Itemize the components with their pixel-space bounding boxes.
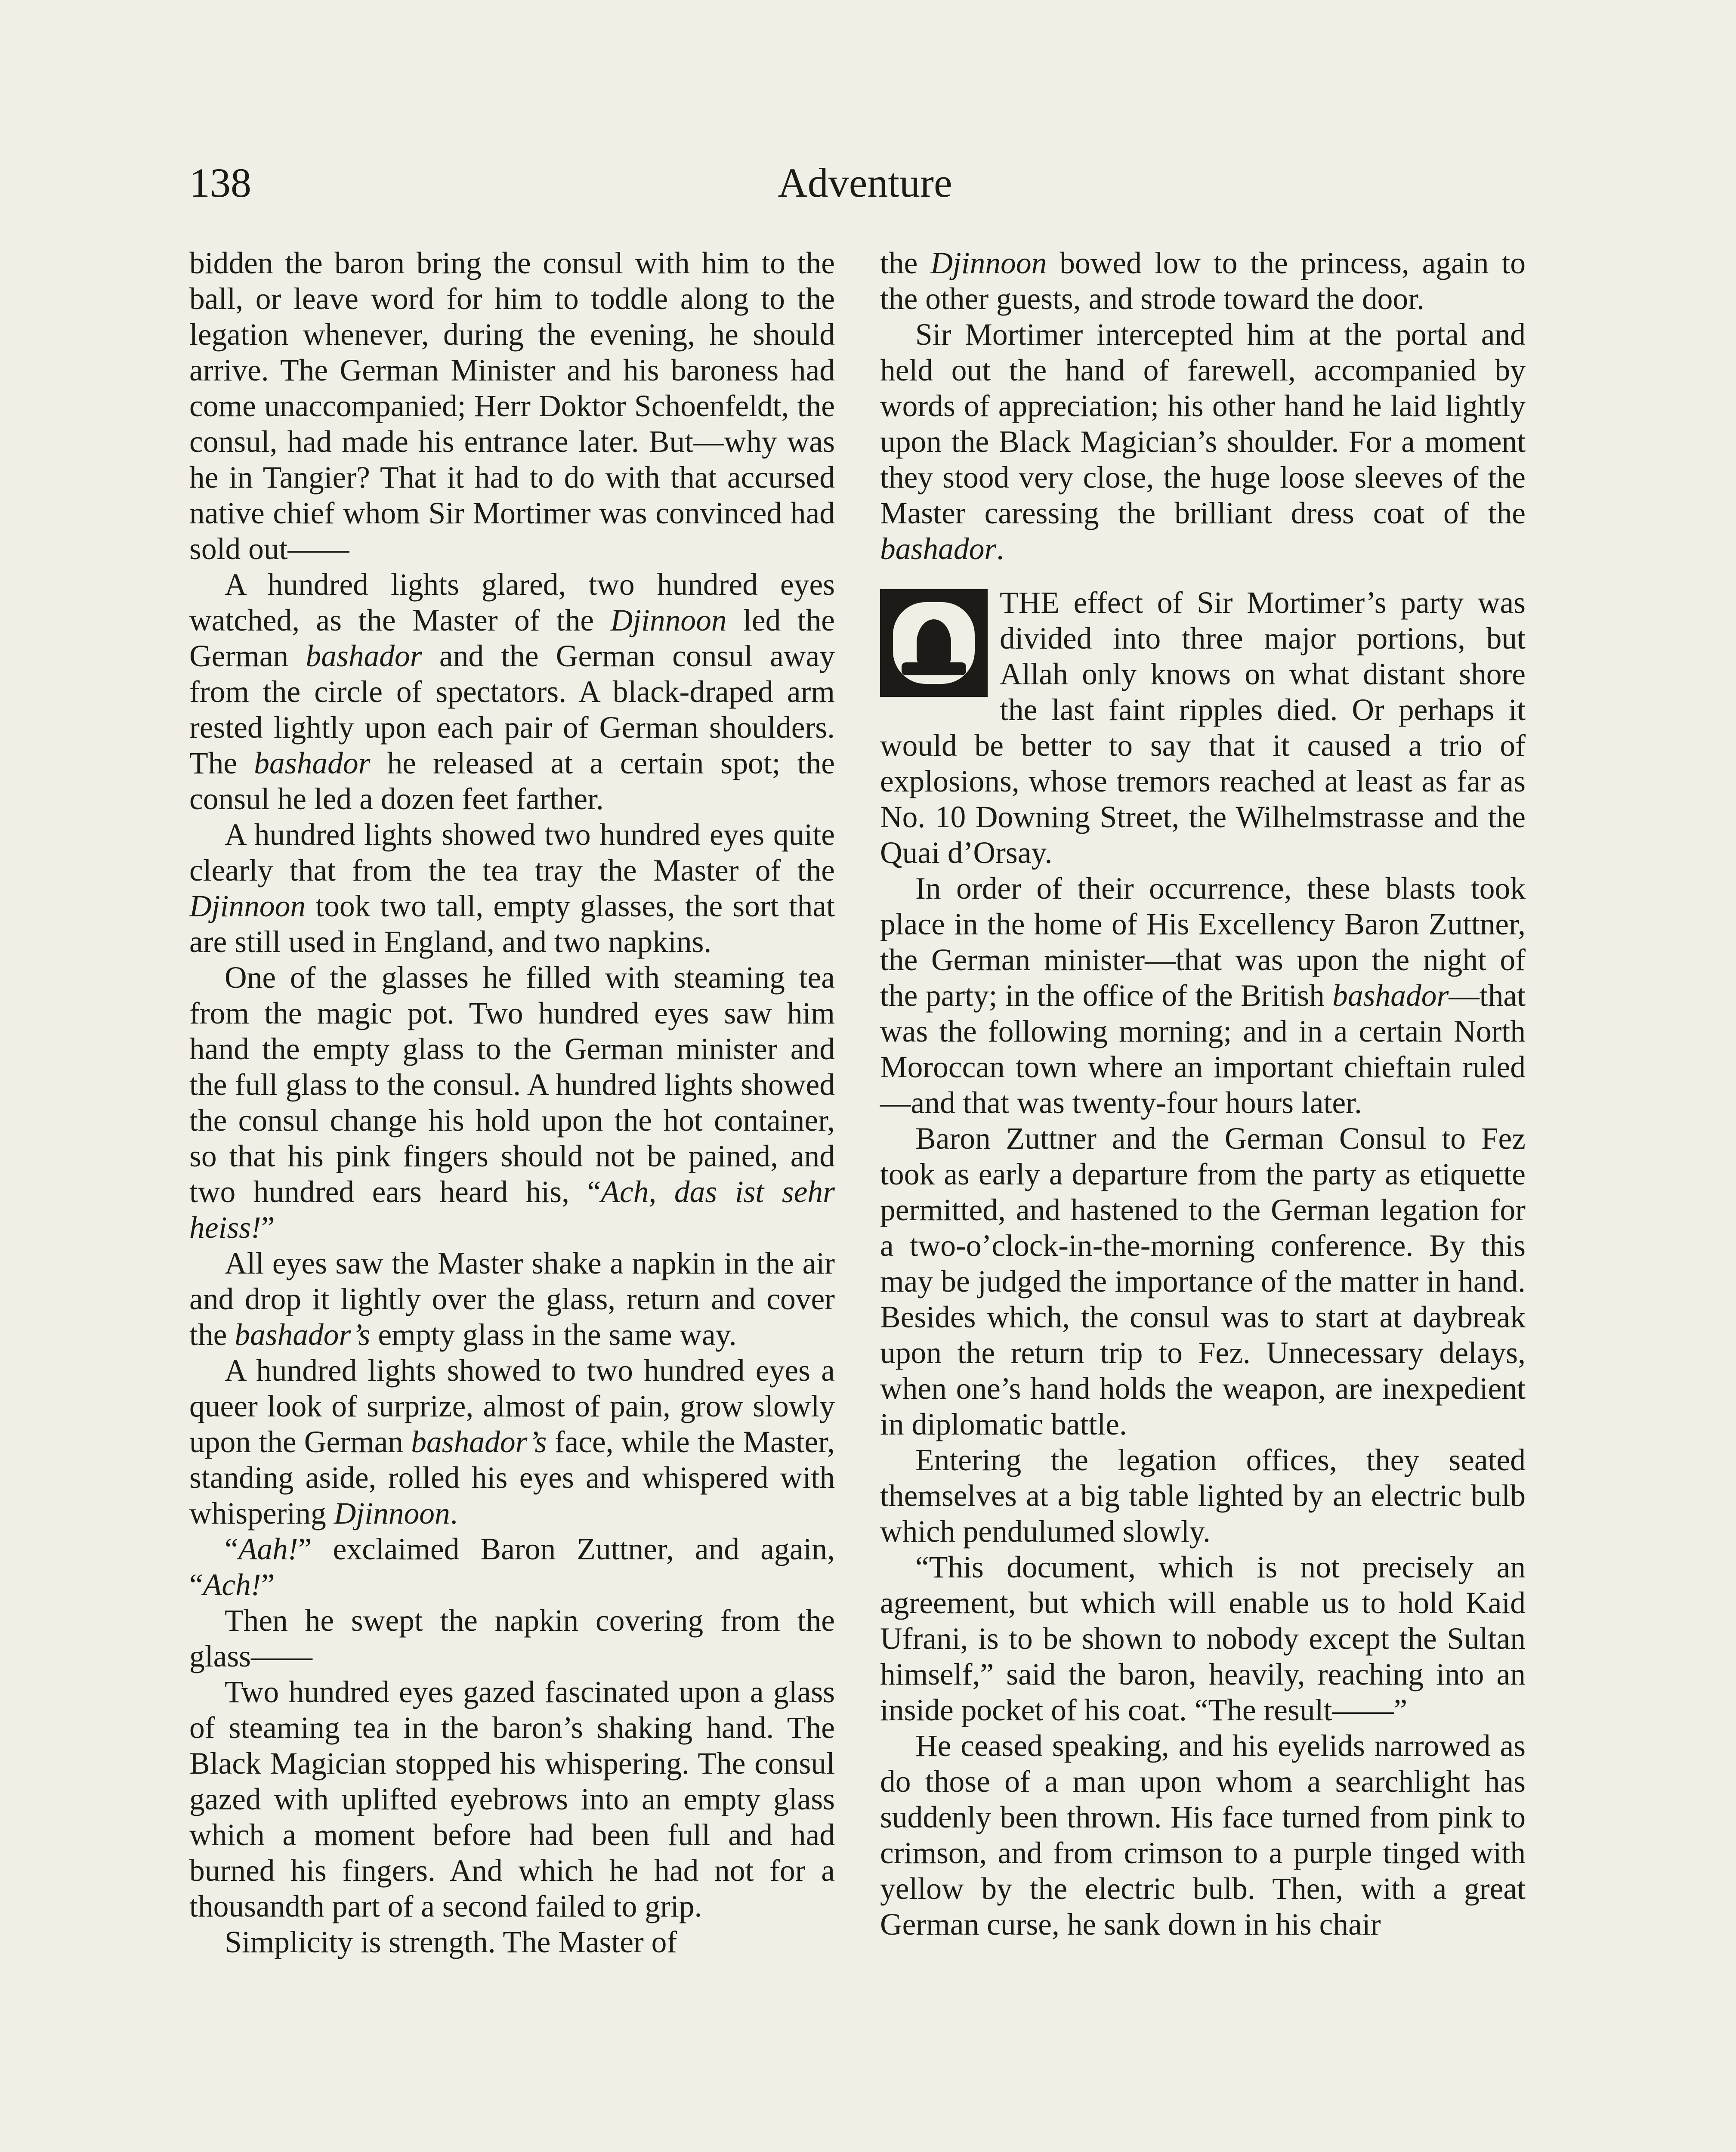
paragraph: A hundred lights showed two hundred eyes quite clearly that from the tea tray the Master of the Djinnoon took two tall, empty glasses, the sort that are still used in England, and two napkins. (189, 818, 835, 959)
paragraph: Simplicity is strength. The Master of (225, 1925, 677, 1959)
paragraph: Two hundred eyes gazed fascinated upon a glass of steaming tea in the baron’s shaking hand. The Black Magician stopped his whispering. The consul gazed with uplifted eyebrows into an empty glass which a moment before had been full and had burned his fingers. And which he had not for a thousandth part of a second failed to grip. (189, 1675, 835, 1923)
paragraph: “This document, which is not precisely an agreement, but which will enable us to hold Kaid Ufrani, is to be shown to nobody except the Sultan himself,” said the baron, heavily, reaching into an inside pocket of his coat. “The result——” (880, 1550, 1526, 1727)
decorative-initial-icon (880, 589, 988, 697)
paragraph: A hundred lights glared, two hundred eyes watched, as the Master of the Djinnoon led the German bashador and the German consul away from the circle of spectators. A black-draped arm rested lightly upon each pair of German shoulders. The bashador he released at a certain spot; the consul he led a dozen feet farther. (189, 568, 835, 816)
paragraph: Sir Mortimer intercepted him at the portal and held out the hand of farewell, accompanied by words of appreciation; his other hand he laid lightly upon the Black Magician’s shoulder. For a moment they stood very close, the huge loose sleeves of the Master caressing the brilliant dress coat of the bashador. (880, 318, 1526, 566)
paragraph: the Djinnoon bowed low to the princess, again to the other guests, and strode toward the door. (880, 246, 1526, 316)
running-title: Adventure (778, 160, 952, 206)
left-column (189, 245, 835, 2152)
page-number: 138 (189, 160, 251, 206)
section-opening-paragraph: THE effect of Sir Mortimer’s party was divided into three major portions, but Allah only knows on what distant shore the last faint ripples died. Or perhaps it would be better to say that it caused a trio of explosions, whose tremors reached at least as far as No. 10 Downing Street, the Wilhelmstrasse and the Quai d’Orsay. (880, 586, 1526, 870)
section-opening (880, 585, 1526, 871)
paragraph: Entering the legation offices, they seated themselves at a big table lighted by an electric bulb which pendulumed slowly. (880, 1443, 1526, 1549)
paragraph: He ceased speaking, and his eyelids narrowed as do those of a man upon whom a searchlight has suddenly been thrown. His face turned from pink to crimson, and from crimson to a purple tinged with yellow by the electric bulb. Then, with a great German curse, he sank down in his chair (880, 1729, 1526, 1942)
paragraph: All eyes saw the Master shake a napkin in the air and drop it lightly over the glass, return and cover the bashador’s empty glass in the same way. (189, 1246, 835, 1352)
paragraph: In order of their occurrence, these blasts took place in the home of His Excellency Baron Zuttner, the German minister—that was upon the night of the party; in the office of the British bashador—that was the following morning; and in a certain North Moroccan town where an important chieftain ruled—and that was twenty-four hours later. (880, 872, 1526, 1120)
paragraph: Baron Zuttner and the German Consul to Fez took as early a departure from the party as etiquette permitted, and hastened to the German legation for a two-o’clock-in-the-morning conference. By this may be judged the importance of the matter in hand. Besides which, the consul was to start at daybreak upon the return trip to Fez. Unnecessary delays, when one’s hand holds the weapon, are inexpedient in diplomatic battle. (880, 1122, 1526, 1441)
page-header (189, 155, 1541, 220)
right-column (880, 245, 1526, 2152)
paragraph: bidden the baron bring the consul with him to the ball, or leave word for him to toddle along to the legation whenever, during the evening, he should arrive. The German Minister and his baroness had come unaccompanied; Herr Doktor Schoenfeldt, the consul, had made his entrance later. But—why was he in Tangier? That it had to do with that accursed native chief whom Sir Mortimer was convinced had sold out—— (189, 246, 835, 566)
paragraph: Then he swept the napkin covering from the glass—— (189, 1604, 835, 1673)
paragraph: “Aah!” exclaimed Baron Zuttner, and again, “Ach!” (189, 1532, 835, 1602)
paragraph: A hundred lights showed to two hundred eyes a queer look of surprize, almost of pain, grow slowly upon the German bashador’s face, while the Master, standing aside, rolled his eyes and whispered with whispering Djinnoon. (189, 1354, 835, 1531)
paragraph: One of the glasses he filled with steaming tea from the magic pot. Two hundred eyes saw him hand the empty glass to the German minister and the full glass to the consul. A hundred lights showed the consul change his hold upon the hot container, so that his pink fingers should not be pained, and two hundred ears heard his, “Ach, das ist sehr heiss!” (189, 961, 835, 1245)
